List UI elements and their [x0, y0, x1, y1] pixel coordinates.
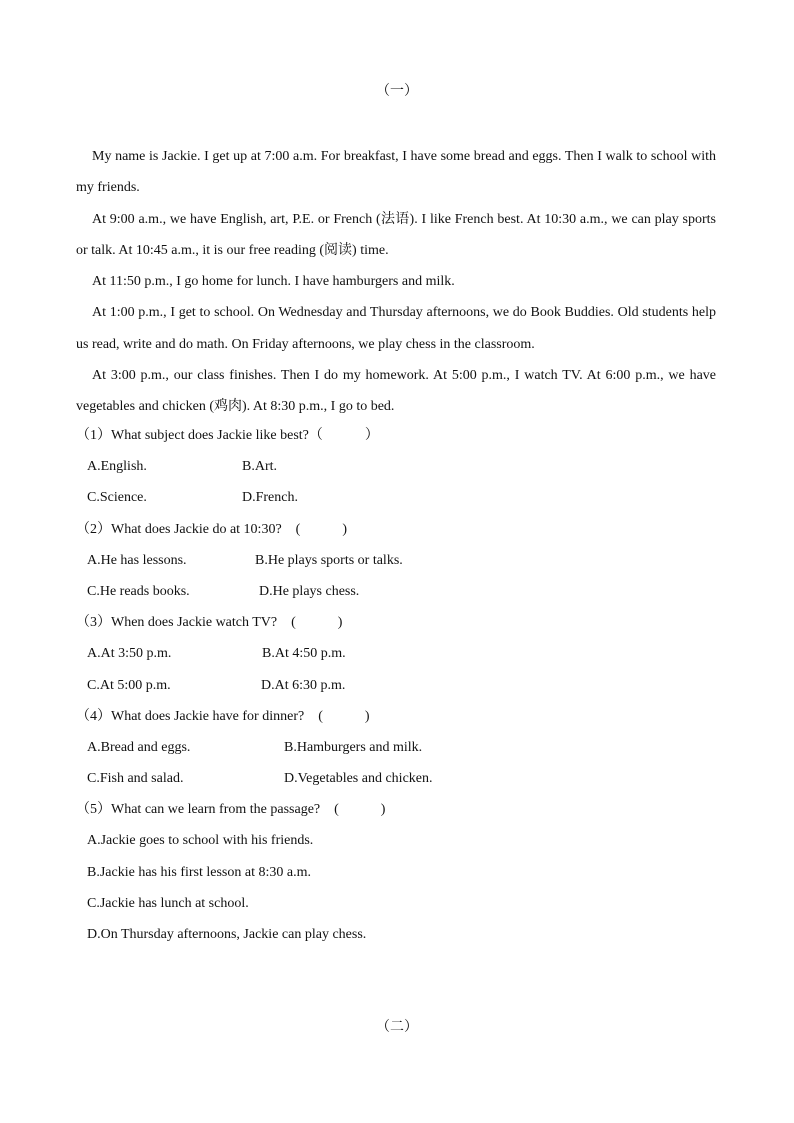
question-stem-4: （4）What does Jackie have for dinner? ( ) [76, 708, 370, 724]
option-a[interactable]: A.Jackie goes to school with his friends. [87, 833, 314, 849]
option-row [76, 482, 716, 513]
passage-paragraph: At 3:00 p.m., our class finishes. Then I do my homework. At 5:00 p.m., I watch TV. At 6:00 p.m., we have vegetables and chicken (鸡肉). At 8:30 p.m., I go to bed. [76, 368, 716, 415]
option-row [76, 919, 716, 950]
passage-paragraph: My name is Jackie. I get up at 7:00 a.m. For breakfast, I have some bread and eggs. Then I walk to school with my friends. [76, 149, 716, 196]
question-stem-2: （2）What does Jackie do at 10:30? ( ) [76, 521, 347, 537]
option-row [76, 825, 716, 856]
option-d[interactable]: D.French. [242, 490, 298, 506]
question-stem-3: （3）When does Jackie watch TV? ( ) [76, 615, 343, 631]
option-row [76, 857, 716, 888]
option-d[interactable]: D.At 6:30 p.m. [261, 677, 346, 693]
option-c[interactable]: C.At 5:00 p.m. [87, 677, 171, 693]
option-row [76, 451, 716, 482]
option-a[interactable]: A.Bread and eggs. [87, 739, 191, 755]
option-b[interactable]: B.At 4:50 p.m. [262, 646, 346, 662]
option-row [76, 638, 716, 669]
option-row [76, 545, 716, 576]
option-row [76, 763, 716, 794]
option-row [76, 888, 716, 919]
option-row [76, 670, 716, 701]
option-c[interactable]: C.He reads books. [87, 583, 190, 599]
option-d[interactable]: D.On Thursday afternoons, Jackie can play chess. [87, 927, 367, 942]
option-c[interactable]: C.Jackie has lunch at school. [87, 895, 249, 911]
reading-passage [76, 141, 716, 423]
option-b[interactable]: B.He plays sports or talks. [255, 552, 403, 568]
section-title-1: （一） [376, 84, 418, 99]
option-row [76, 576, 716, 607]
option-d[interactable]: D.Vegetables and chicken. [284, 771, 433, 787]
option-b[interactable]: B.Hamburgers and milk. [284, 739, 423, 755]
question-list [76, 420, 716, 950]
passage-paragraph: At 11:50 p.m., I go home for lunch. I have hamburgers and milk. [92, 274, 455, 290]
option-c[interactable]: C.Fish and salad. [87, 771, 184, 787]
option-c[interactable]: C.Science. [87, 490, 147, 506]
question-stem-5: （5）What can we learn from the passage? ( ) [76, 802, 386, 818]
option-b[interactable]: B.Jackie has his first lesson at 8:30 a.m. [87, 864, 311, 880]
section-title-2: （二） [376, 1020, 418, 1035]
option-a[interactable]: A.English. [87, 459, 147, 475]
passage-paragraph: At 1:00 p.m., I get to school. On Wednesday and Thursday afternoons, we do Book Buddies. Old students help us read, write and do math. On Friday afternoons, we play chess in the classroom. [76, 305, 716, 352]
passage-paragraph: At 9:00 a.m., we have English, art, P.E. or French (法语). I like French best. At 10:30 a.m., we can play sports or talk. At 10:45 a.m., it is our free reading (阅读) time. [76, 211, 716, 258]
option-a[interactable]: A.At 3:50 p.m. [87, 646, 172, 662]
option-d[interactable]: D.He plays chess. [259, 583, 360, 599]
option-row [76, 732, 716, 763]
question-stem-1: （1）What subject does Jackie like best?（ ） [76, 428, 379, 443]
option-b[interactable]: B.Art. [242, 459, 277, 475]
option-a[interactable]: A.He has lessons. [87, 552, 187, 568]
